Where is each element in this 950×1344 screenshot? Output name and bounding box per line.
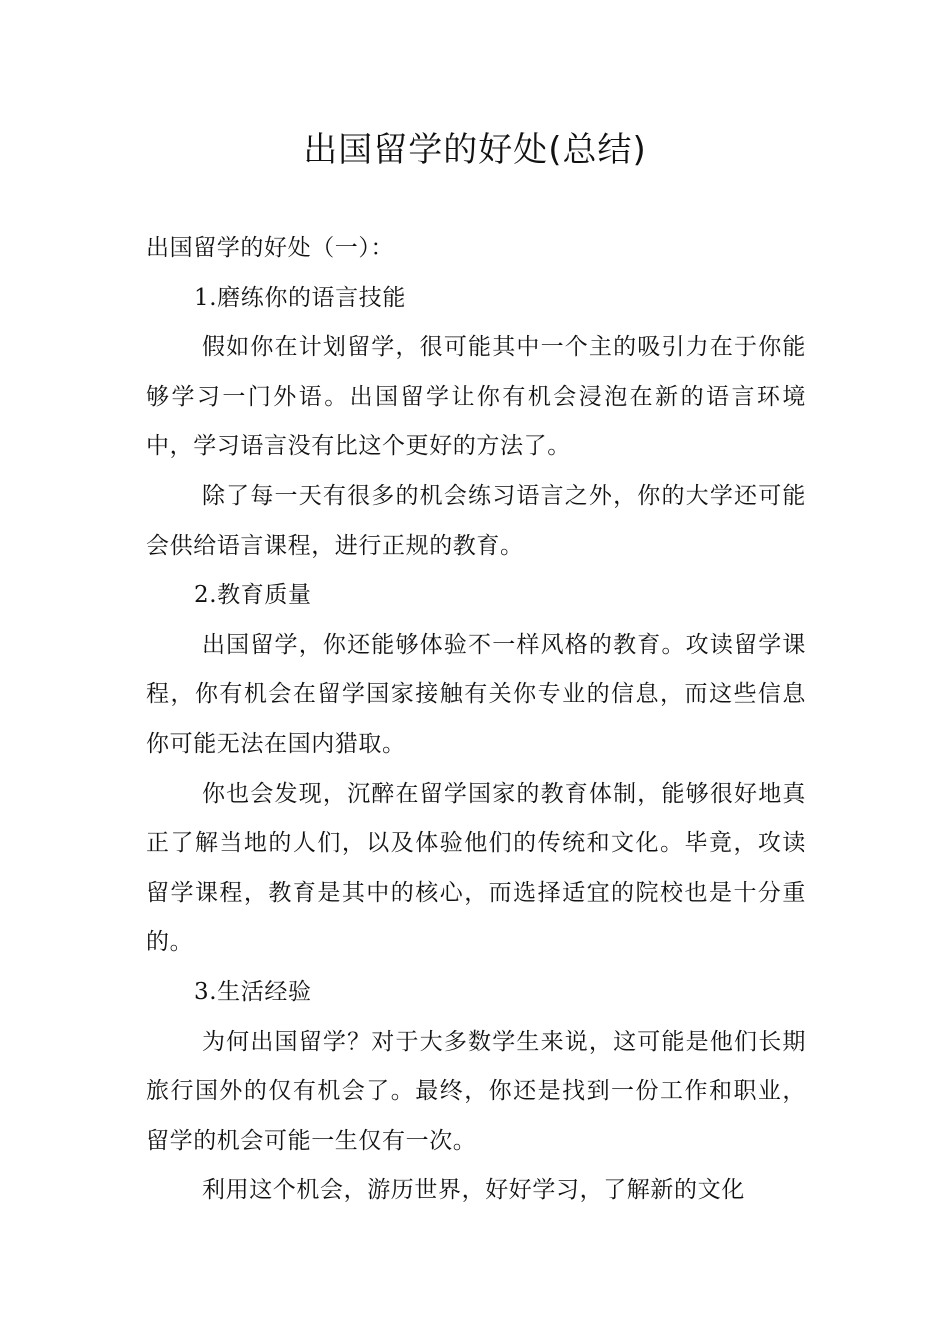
section-label: 出国留学的好处（一）： xyxy=(146,235,395,261)
paragraph: 假如你在计划留学，很可能其中一个主的吸引力在于你能够学习一门外语。出国留学让你有机会浸泡在新的语言环境中，学习语言没有比这个更好的方法了。 xyxy=(146,334,806,460)
subheading-education-quality: 2.教育质量 xyxy=(194,582,312,609)
paragraph: 出国留学，你还能够体验不一样风格的教育。攻读留学课程，你有机会在留学国家接触有关你专业的信息，而这些信息你可能无法在国内猎取。 xyxy=(146,631,806,757)
paragraph: 利用这个机会，游历世界，好好学习，了解新的文化 xyxy=(202,1177,745,1204)
subheading-language-skills: 1.磨练你的语言技能 xyxy=(194,284,406,311)
subheading-life-experience: 3.生活经验 xyxy=(194,978,312,1005)
paragraph: 为何出国留学？对于大多数学生来说，这可能是他们长期旅行国外的仅有机会了。最终，你还是找到一份工作和职业，留学的机会可能一生仅有一次。 xyxy=(146,1028,806,1154)
document-body xyxy=(146,224,806,1216)
paragraph: 除了每一天有很多的机会练习语言之外，你的大学还可能会供给语言课程，进行正规的教育。 xyxy=(146,482,806,559)
document-title: 出国留学的好处(总结) xyxy=(303,130,647,170)
paragraph: 你也会发现，沉醉在留学国家的教育体制，能够很好地真正了解当地的人们，以及体验他们的传统和文化。毕竟，攻读留学课程，教育是其中的核心，而选择适宜的院校也是十分重的。 xyxy=(146,780,806,956)
